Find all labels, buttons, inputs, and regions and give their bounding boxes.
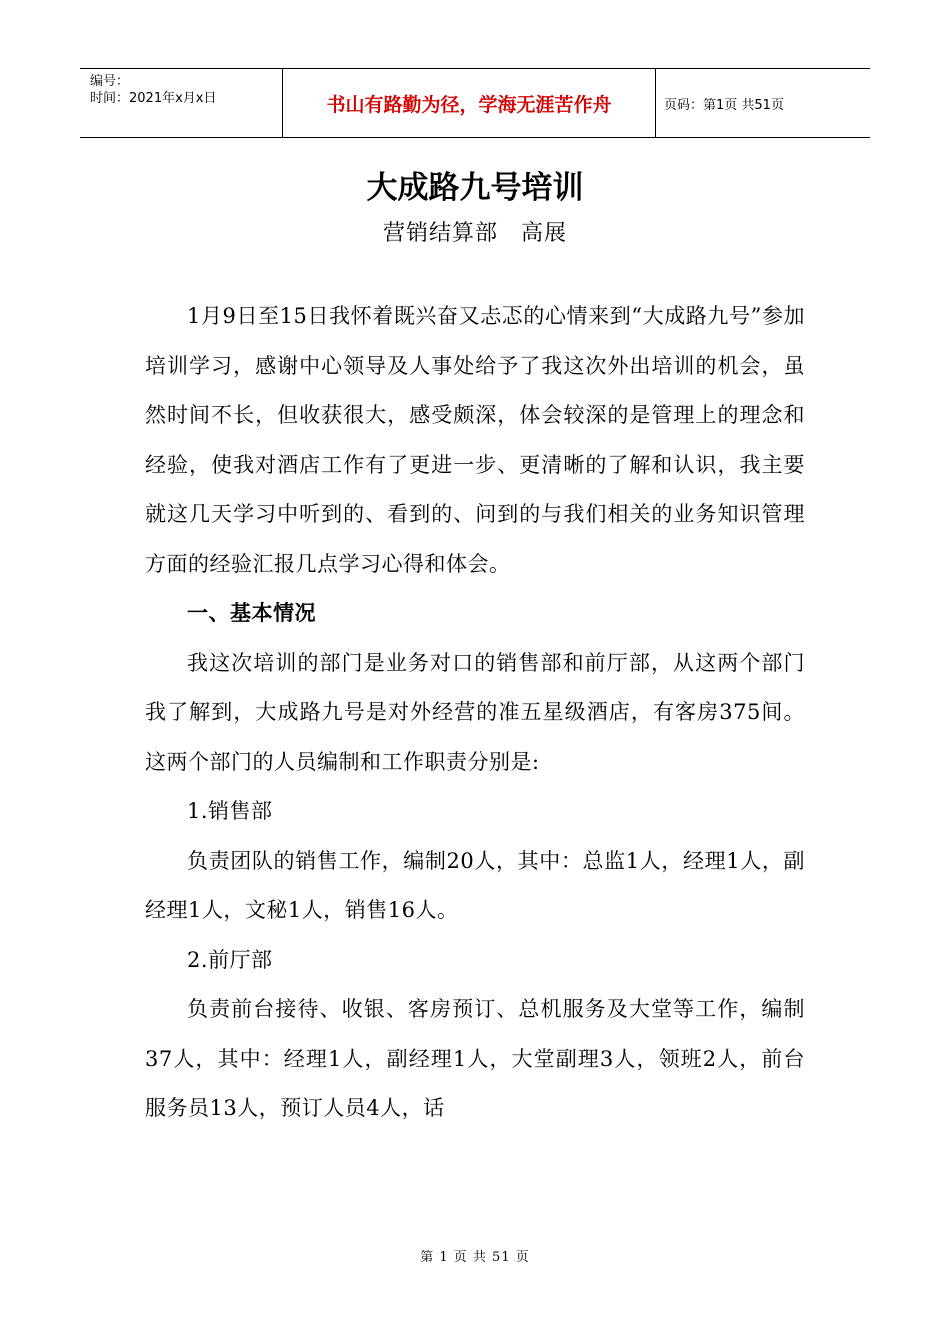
- header-table: [80, 68, 870, 138]
- paragraph-sales: 负责团队的销售工作，编制20人，其中：总监1人，经理1人，副经理1人，文秘1人，销售16人。: [145, 848, 805, 922]
- section-heading: 一、基本情况: [187, 601, 316, 625]
- header-motto: 书山有路勤为径，学海无涯苦作舟: [282, 69, 656, 137]
- paragraph-intro: 1月9日至15日我怀着既兴奋又忐忑的心情来到“大成路九号”参加培训学习，感谢中心领导及人事处给予了我这次外出培训的机会，虽然时间不长，但收获很大，感受颇深，体会较深的是管理上的理念和经验，使我对酒店工作有了更进一步、更清晰的了解和认识，我主要就这几天学习中听到的、看到的、问到的与我们相关的业务知识管理方面的经验汇报几点学习心得和体会。: [145, 304, 805, 576]
- document-body: [145, 292, 805, 1134]
- number-label: 编号：: [90, 74, 130, 89]
- paragraph-overview: 我这次培训的部门是业务对口的销售部和前厅部，从这两个部门我了解到，大成路九号是对外经营的准五星级酒店，有客房375间。这两个部门的人员编制和工作职责分别是:: [145, 650, 805, 774]
- time-label: 时间：2021年x月x日: [90, 91, 217, 106]
- paragraph-front-office: 负责前台接待、收银、客房预订、总机服务及大堂等工作，编制37人，其中：经理1人，副经理1人，大堂副理3人，领班2人，前台服务员13人，预订人员4人，话: [145, 997, 805, 1120]
- header-meta: [80, 69, 282, 137]
- document-subtitle: 营销结算部 高展: [382, 221, 567, 246]
- header-page-info: 页码：第1页 共51页: [664, 97, 784, 113]
- document-title: 大成路九号培训: [366, 170, 584, 206]
- page-footer: 第 1 页 共 51 页: [420, 1250, 530, 1265]
- subheading-sales: 1.销售部: [187, 799, 273, 823]
- subheading-front-office: 2.前厅部: [187, 947, 273, 972]
